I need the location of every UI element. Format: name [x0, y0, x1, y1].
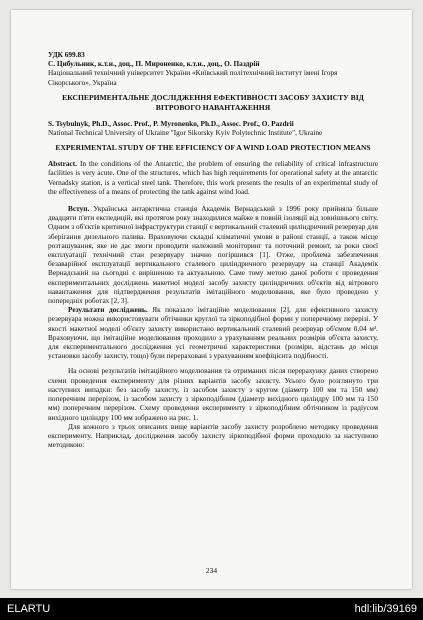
results-paragraph: [48, 305, 378, 360]
authors-en: S. Tsybulnyk, Ph.D., Assoc. Prof., P. Myronenko, Ph.D., Assoc. Prof., O. Pazdrii: [48, 118, 294, 128]
title-ua: ЕКСПЕРИМЕНТАЛЬНЕ ДОСЛІДЖЕННЯ ЕФЕКТИВНОСТІ ЗАСОБУ ЗАХИСТУ ВІД ВІТРОВОГО НАВАНТАЖЕННЯ: [62, 92, 364, 112]
results-label: Результати досліджень.: [68, 305, 148, 315]
paragraph-3: На основі результатів імітаційного моделювання та отриманих після перерахунку даних створено схеми проведення експерименту для різних варіантів засобу захисту. Усього було розглянуто три наступних випадки: без засобу захисту, із засобом захисту з кругом (діаметр 100 мм та 150 мм) поперечним перерізом, із засобом захисту з зіркоподібним (діаметр вихідного циліндру 100 мм та 150 мм) поперечним перерізом. Схему проведення експерименту з зіркоподібним обтічником із радіусом вихідного циліндру 100 мм зображено на рис. 1.: [48, 366, 378, 422]
affiliation-ua: Національний технічний університет України «Київський політехнічний інститут імені Ігоря Сікорського», Україна: [48, 68, 338, 87]
paragraph-4: Для кожного з трьох описаних вище варіантів засобу захисту розроблено методику проведення експерименту. Наприклад, дослідження засобу захисту зіркоподібної форми проходило за наступною методикою:: [48, 421, 378, 450]
abstract-label: Abstract.: [48, 159, 77, 169]
handle-identifier: hdl:lib/39169: [354, 603, 417, 615]
affiliation-en: National Technical University of Ukraine "Igor Sikorsky Kyiv Polytechnic Institute", Ukraine: [48, 128, 323, 138]
page-number: 234: [205, 566, 218, 575]
authors-ua: С. Цибульник, к.т.н., доц., П. Мироненко, к.т.н., доц., О. Паздрій: [48, 59, 260, 69]
article-body: [48, 50, 378, 449]
intro-label: Вступ.: [68, 204, 90, 214]
abstract: [48, 159, 378, 196]
intro-text: Українська антарктична станція Академік Вернадський з 1996 року прийняла більше двадцяти п'яти експедицій, які протягом року знаходилися майже в повній ізоляції від зовнішнього світу. Одним з об'єктів критичної інфраструктури станції є вертикальний сталевий циліндричний резервуар для зберігання дизельного палива. Враховуючи складні кліматичні умови в районі станції, а також місце розташування, яке не дає змоги проводити належний моніторинг та поточний ремонт, за роки своєї експлуатації технічний стан резервуару значно погіршився [1]. Отже, проблема забезпечення безаварійної експлуатації вертикального сталевого циліндричного резервуару на станції Академік Вернадський на сьогодні є вирішеною та актуальною. Саме тому метою даної роботи є проведення експериментальних досліджень макетної моделі засобу захисту циліндричних об'єктів від вітрового навантаження для підтвердження результатів імітаційного моделювання, яке було проведено у попередніх роботах [2, 3].: [48, 204, 378, 306]
repository-name: ELARTU: [7, 603, 51, 615]
results-text: Як показало імітаційне моделювання [2], для ефективного захисту резервуара можна використовувати обтічники круглої та зіркоподібної форми у поперечному перерізі. У якості макетної моделі об'єкту захисту використано вертикальний сталевий резервуар об'ємом 0,04 м³. Враховуючи, що імітаційне моделювання проходило з урахуванням реальних розмірів об'єкта захисту, для експериментального дослідження усі геометричні характеристики (розміри, відстань до місця установки засобу захисту, тощо) були перераховані з урахуванням коефіцієнта подібності.: [48, 305, 379, 361]
udc-code: УДК 699.83: [48, 50, 85, 59]
abstract-text: In the conditions of the Antarctic, the problem of ensuring the reliability of critical infrastructure facilities is very acute. One of the structures, which has high requirements for operational safety at the antarctic Vernadsky station, is a vertical steel tank. Therefore, this work presents the results of an experimental study of the effectiveness of a means of protecting the tank against wind load.: [48, 159, 378, 196]
repository-footer-bar: [0, 598, 423, 620]
document-page: [11, 10, 412, 589]
intro-paragraph: [48, 204, 378, 305]
title-en: EXPERIMENTAL STUDY OF THE EFFICIENCY OF A WIND LOAD PROTECTION MEANS: [55, 143, 371, 153]
